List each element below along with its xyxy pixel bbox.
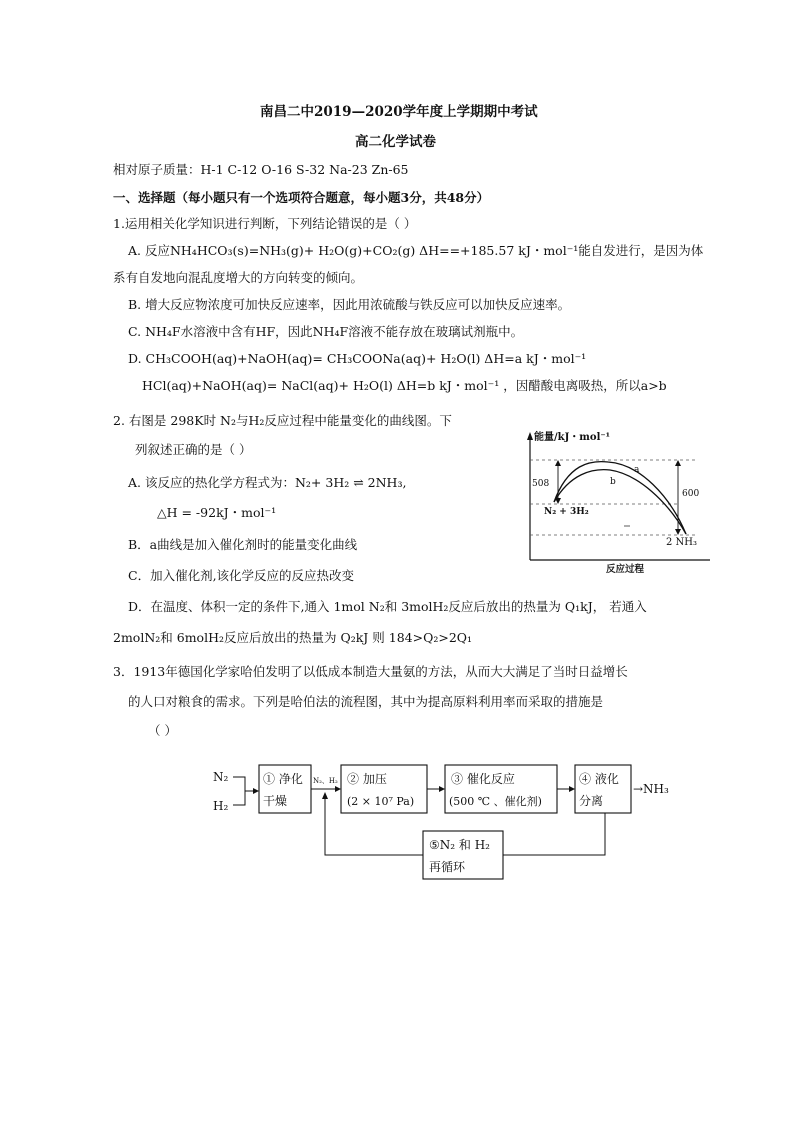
chart-xlabel: 反应过程 bbox=[606, 564, 645, 575]
q1-option-d-line2: HCl(aq)+NaOH(aq)= NaCl(aq)+ H₂O(l) ΔH=b kJ・mol⁻¹ ，因醋酸电离吸热，所以a>b bbox=[142, 378, 667, 393]
q3-stem-line3: （ ） bbox=[148, 723, 177, 738]
box4-line2: 分离 bbox=[579, 794, 604, 808]
box4-line1: ④ 液化 bbox=[579, 772, 619, 786]
label-product: 2 NH₃ bbox=[666, 537, 698, 548]
energy-diagram bbox=[520, 426, 720, 576]
q2-option-d-line1: D．在温度、体积一定的条件下,通入 1mol N₂和 3molH₂反应后放出的热量为 Q₁kJ， 若通入 bbox=[128, 599, 647, 614]
box1-line1: ① 净化 bbox=[263, 772, 303, 786]
curve-b bbox=[554, 470, 686, 534]
label-curve-a: a bbox=[634, 465, 640, 475]
box5-line1: ⑤N₂ 和 H₂ bbox=[429, 838, 490, 852]
label-508: 508 bbox=[532, 479, 550, 489]
q2-option-a-line2: △H = -92kJ・mol⁻¹ bbox=[157, 505, 277, 520]
atomic-masses: 相对原子质量：H-1 C-12 O-16 S-32 Na-23 Zn-65 bbox=[113, 162, 409, 177]
box1-line2: 干燥 bbox=[263, 794, 288, 808]
q2-stem-line1: 2. 右图是 298K时 N₂与H₂反应过程中能量变化的曲线图。下 bbox=[113, 413, 452, 428]
box2-line2: (2 × 10⁷ Pa) bbox=[347, 795, 415, 808]
label-curve-b: b bbox=[610, 477, 616, 487]
q3-stem-line2: 的人口对粮食的需求。下列是哈伯法的流程图，其中为提高原料利用率而采取的措施是 bbox=[128, 694, 604, 709]
q1-stem: 1.运用相关化学知识进行判断，下列结论错误的是（ ） bbox=[113, 216, 417, 231]
q2-stem-line2: 列叙述正确的是（ ） bbox=[135, 442, 252, 457]
chart-ylabel: 能量/kJ・mol⁻¹ bbox=[534, 432, 611, 443]
q1-option-a-line2: 系有自发地向混乱度增大的方向转变的倾向。 bbox=[113, 270, 364, 285]
q1-option-b: B. 增大反应物浓度可加快反应速率，因此用浓硫酸与铁反应可以加快反应速率。 bbox=[128, 297, 571, 312]
box3-line2: (500 ℃ 、催化剂) bbox=[449, 795, 542, 808]
arrow-label: N₂、H₂ bbox=[313, 777, 338, 785]
box5-line2: 再循环 bbox=[429, 860, 466, 874]
y-axis-arrow bbox=[527, 432, 533, 440]
q1-option-d-line1: D. CH₃COOH(aq)+NaOH(aq)= CH₃COONa(aq)+ H₂O(l) ΔH=a kJ・mol⁻¹ bbox=[128, 351, 587, 366]
q2-option-b: B．a曲线是加入催化剂时的能量变化曲线 bbox=[128, 537, 358, 552]
q2-option-c: C．加入催化剂,该化学反应的反应热改变 bbox=[128, 568, 355, 583]
box2-line1: ② 加压 bbox=[347, 772, 387, 786]
output-nh3: →NH₃ bbox=[633, 782, 669, 796]
label-reactants: N₂ + 3H₂ bbox=[544, 507, 589, 517]
q1-option-a-line1: A. 反应NH₄HCO₃(s)=NH₃(g)+ H₂O(g)+CO₂(g) ΔH==+185.57 kJ・mol⁻¹能自发进行，是因为体 bbox=[128, 243, 704, 258]
input-h2: H₂ bbox=[213, 799, 229, 813]
q3-stem-line1: 3．1913年德国化学家哈伯发明了以低成本制造大量氨的方法，从而大大满足了当时日益增长 bbox=[113, 664, 628, 679]
q1-option-c: C. NH₄F水溶液中含有HF，因此NH₄F溶液不能存放在玻璃试剂瓶中。 bbox=[128, 324, 524, 339]
section-heading: 一、选择题（每小题只有一个选项符合题意，每小题3分，共48分） bbox=[113, 190, 490, 205]
paper-subtitle: 高二化学试卷 bbox=[355, 134, 436, 150]
input-n2: N₂ bbox=[213, 770, 229, 784]
q2-option-d-line2: 2molN₂和 6molH₂反应后放出的热量为 Q₂kJ 则 184>Q₂>2Q₁ bbox=[113, 630, 473, 645]
box3-line1: ③ 催化反应 bbox=[451, 772, 515, 786]
label-600: 600 bbox=[682, 489, 700, 499]
exam-title: 南昌二中2019—2020学年度上学期期中考试 bbox=[260, 104, 538, 120]
q2-option-a-line1: A. 该反应的热化学方程式为：N₂+ 3H₂ ⇌ 2NH₃, bbox=[128, 475, 407, 490]
haber-flowchart bbox=[205, 755, 695, 885]
